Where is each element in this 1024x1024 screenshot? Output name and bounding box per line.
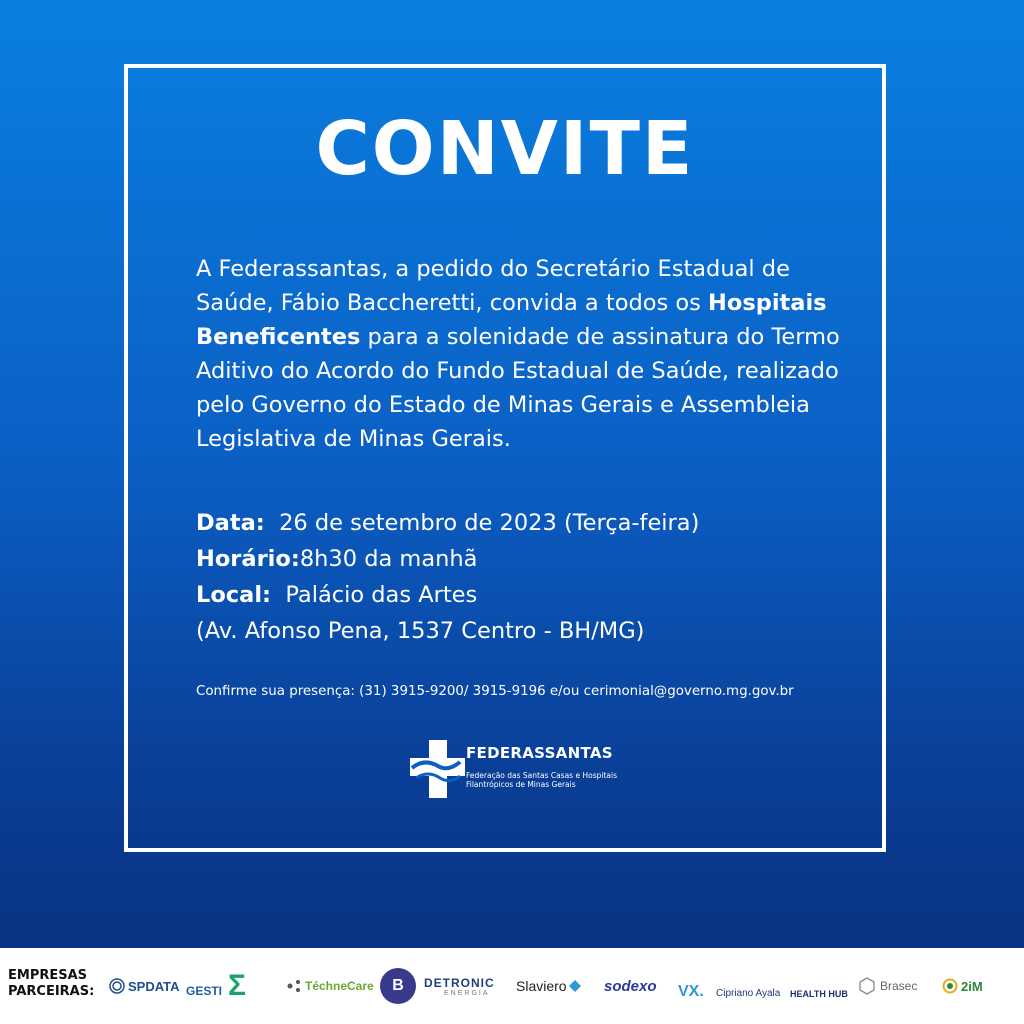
invite-title: CONVITE (315, 106, 695, 192)
partners-footer (0, 948, 1024, 1024)
logo-name: FEDERASSANTAS (466, 744, 613, 762)
partner-health-hub (790, 966, 848, 1006)
invite-body (196, 252, 846, 456)
body-pre: A Federassantas, a pedido do Secretário Estadual de Saúde, Fábio Baccheretti, convida a todos os (196, 256, 790, 316)
partner-name: Brasec (880, 979, 918, 993)
time-value: 8h30 da manhã (299, 546, 478, 572)
partner-spdata (108, 966, 180, 1006)
circle-logo-icon (942, 978, 958, 994)
body-bold: Hospitais Beneficentes (196, 290, 827, 350)
place-label: Local: (196, 582, 272, 608)
partner-vx (678, 966, 704, 1006)
partners-label (8, 968, 94, 1000)
partner-name: SPDATA (128, 978, 180, 994)
date-label: Data: (196, 510, 265, 536)
molecule-icon (286, 978, 302, 994)
partner-name: B (380, 968, 416, 1004)
body-post: para a solenidade de assinatura do Termo Aditivo do Acordo do Fundo Estadual de Saúde, realizado pelo Governo do Estado de Minas Gerais e Assembleia Legislativa de Minas Gerais. (196, 324, 840, 452)
place-row (196, 577, 846, 613)
federassantas-logo (408, 738, 628, 802)
partner-detronic (424, 966, 495, 1006)
date-value: 26 de setembro de 2023 (Terça-feira) (279, 510, 700, 536)
partner-name: TéchneCare (305, 979, 374, 993)
time-row (196, 541, 846, 577)
hexagon-icon (858, 977, 876, 995)
address-row: (Av. Afonso Pena, 1537 Centro - BH/MG) (196, 618, 645, 644)
partner-name: DETRONIC (424, 975, 495, 990)
partner-name: sodexo (604, 977, 657, 995)
partner-name: Σ (228, 969, 247, 1002)
partner-cipriano-ayala (716, 966, 780, 1006)
place-value: Palácio das Artes (285, 582, 478, 608)
partner-name: VX. (678, 983, 704, 1000)
partner-name: GESTI (186, 984, 223, 998)
partner-sigma (228, 966, 246, 1006)
partners-label-line2: PARCEIRAS: (8, 984, 95, 999)
logo-subtitle: Federação das Santas Casas e Hospitais Filantrópicos de Minas Gerais (466, 771, 617, 789)
partner-2im (942, 966, 983, 1006)
partner-b (380, 966, 416, 1006)
cross-hands-icon (408, 738, 468, 800)
partner-name: Slaviero (516, 978, 567, 994)
partner-gesti (186, 966, 222, 1006)
partner-name: HEALTH HUB (790, 989, 848, 999)
time-label: Horário: (196, 546, 300, 572)
partner-name: 2iM (961, 978, 983, 994)
diamond-icon (569, 980, 581, 992)
partner-sodexo (604, 966, 657, 1006)
partner-sub: ENERGIA (444, 989, 490, 997)
confirm-presence: Confirme sua presença: (31) 3915-9200/ 3915-9196 e/ou cerimonial@governo.mg.gov.br (196, 684, 794, 699)
fingerprint-icon (108, 977, 126, 995)
partner-name: Cipriano Ayala (716, 987, 781, 999)
partners-label-line1: EMPRESAS (8, 968, 88, 983)
event-details (196, 505, 846, 649)
partner-slaviero (516, 966, 581, 1006)
date-row (196, 505, 846, 541)
partner-brasec (858, 966, 917, 1006)
partner-technecare (286, 966, 374, 1006)
